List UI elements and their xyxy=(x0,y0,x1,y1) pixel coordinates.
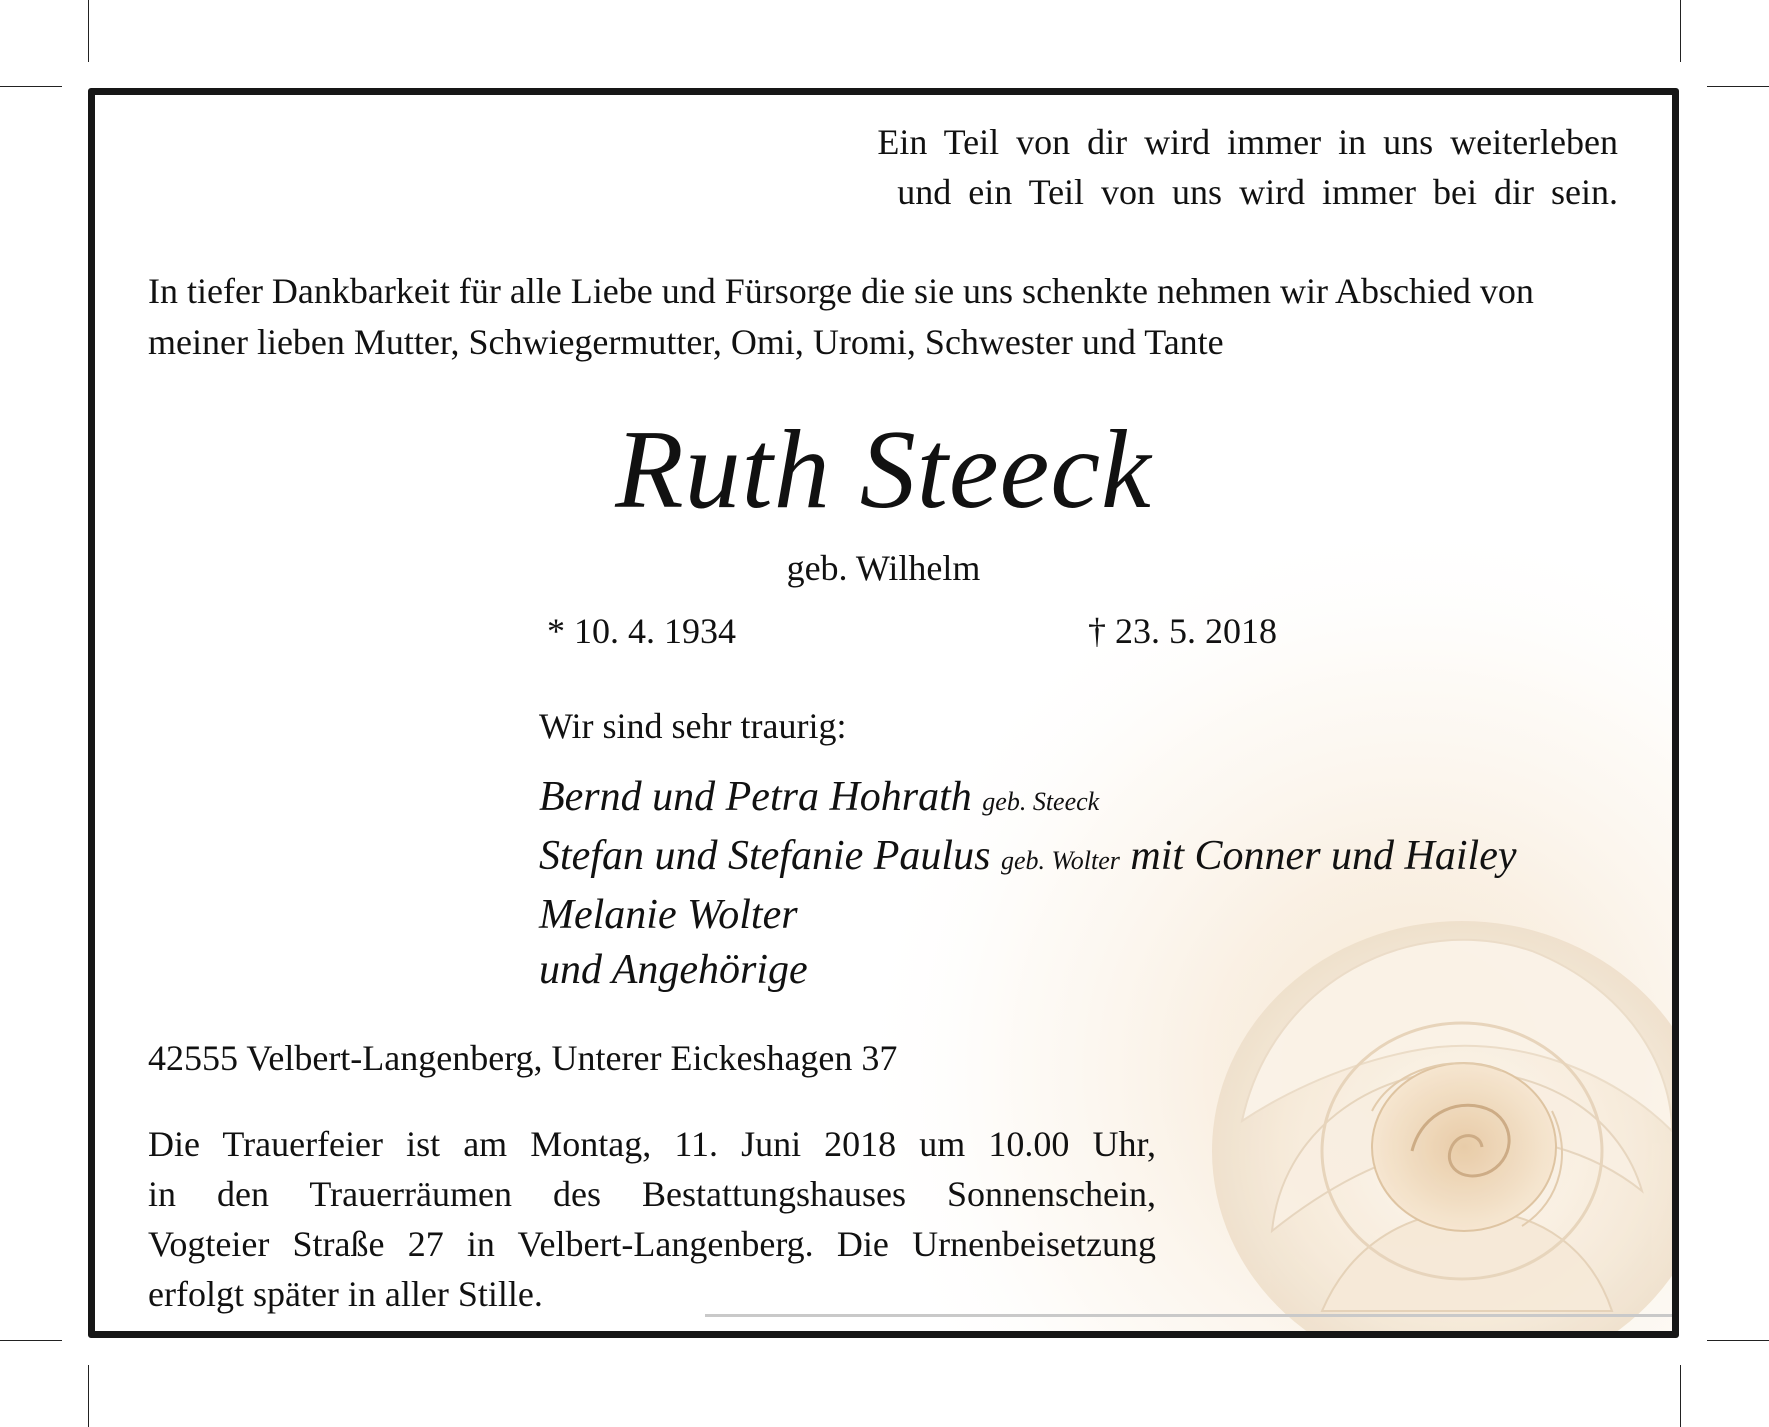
mourner-entry xyxy=(539,888,1517,943)
motto-line-2: und ein Teil von uns wird immer bei dir sein. xyxy=(897,172,1618,212)
mourners-list xyxy=(539,770,1517,998)
crop-mark-left-bottom xyxy=(0,1340,62,1341)
mourner-note: geb. Steeck xyxy=(982,787,1100,816)
mourner-suffix: mit Conner und Hailey xyxy=(1130,833,1517,879)
intro-line-2: meiner lieben Mutter, Schwiegermutter, Omi, Uromi, Schwester und Tante xyxy=(148,322,1224,362)
mourner-name: Stefan und Stefanie Paulus xyxy=(539,833,991,879)
mourner-name: und Angehörige xyxy=(539,947,808,993)
deceased-name: Ruth Steeck xyxy=(615,408,1152,532)
ceremony-line-2: in den Trauerräumen des Bestattungshauses Sonnenschein, xyxy=(148,1174,1156,1214)
birth-date: * 10. 4. 1934 xyxy=(547,611,736,651)
ceremony-line-4: erfolgt später in aller Stille. xyxy=(148,1274,543,1314)
mourner-note: geb. Wolter xyxy=(1000,846,1120,875)
maiden-name: geb. Wilhelm xyxy=(786,548,981,588)
crop-mark-bottom-left xyxy=(88,1365,89,1427)
motto-line-1: Ein Teil von dir wird immer in uns weiterleben xyxy=(877,122,1618,162)
crop-mark-bottom-right xyxy=(1680,1365,1681,1427)
motto xyxy=(877,117,1618,217)
crop-mark-right-bottom xyxy=(1707,1340,1769,1341)
mourner-entry xyxy=(539,943,1517,998)
mourners-heading: Wir sind sehr traurig: xyxy=(539,706,847,746)
crop-mark-left-top xyxy=(0,86,62,87)
obituary-frame xyxy=(88,88,1679,1338)
mourner-entry xyxy=(539,829,1517,888)
ceremony-line-3: Vogteier Straße 27 in Velbert-Langenberg. Die Urnenbeisetzung xyxy=(148,1224,1156,1264)
mourner-entry xyxy=(539,770,1517,829)
crop-mark-top-right xyxy=(1680,0,1681,62)
ceremony-paragraph xyxy=(148,1119,1156,1319)
death-date: † 23. 5. 2018 xyxy=(1088,611,1277,651)
mourner-name: Melanie Wolter xyxy=(539,892,798,938)
address: 42555 Velbert-Langenberg, Unterer Eickeshagen 37 xyxy=(148,1038,898,1078)
ceremony-line-1: Die Trauerfeier ist am Montag, 11. Juni 2018 um 10.00 Uhr, xyxy=(148,1124,1156,1164)
crop-mark-top-left xyxy=(88,0,89,62)
mourner-name: Bernd und Petra Hohrath xyxy=(539,774,972,820)
crop-mark-right-top xyxy=(1707,86,1769,87)
intro-line-1: In tiefer Dankbarkeit für alle Liebe und Fürsorge die sie uns schenkte nehmen wir Abschied von xyxy=(148,271,1534,311)
intro-paragraph xyxy=(148,266,1534,368)
